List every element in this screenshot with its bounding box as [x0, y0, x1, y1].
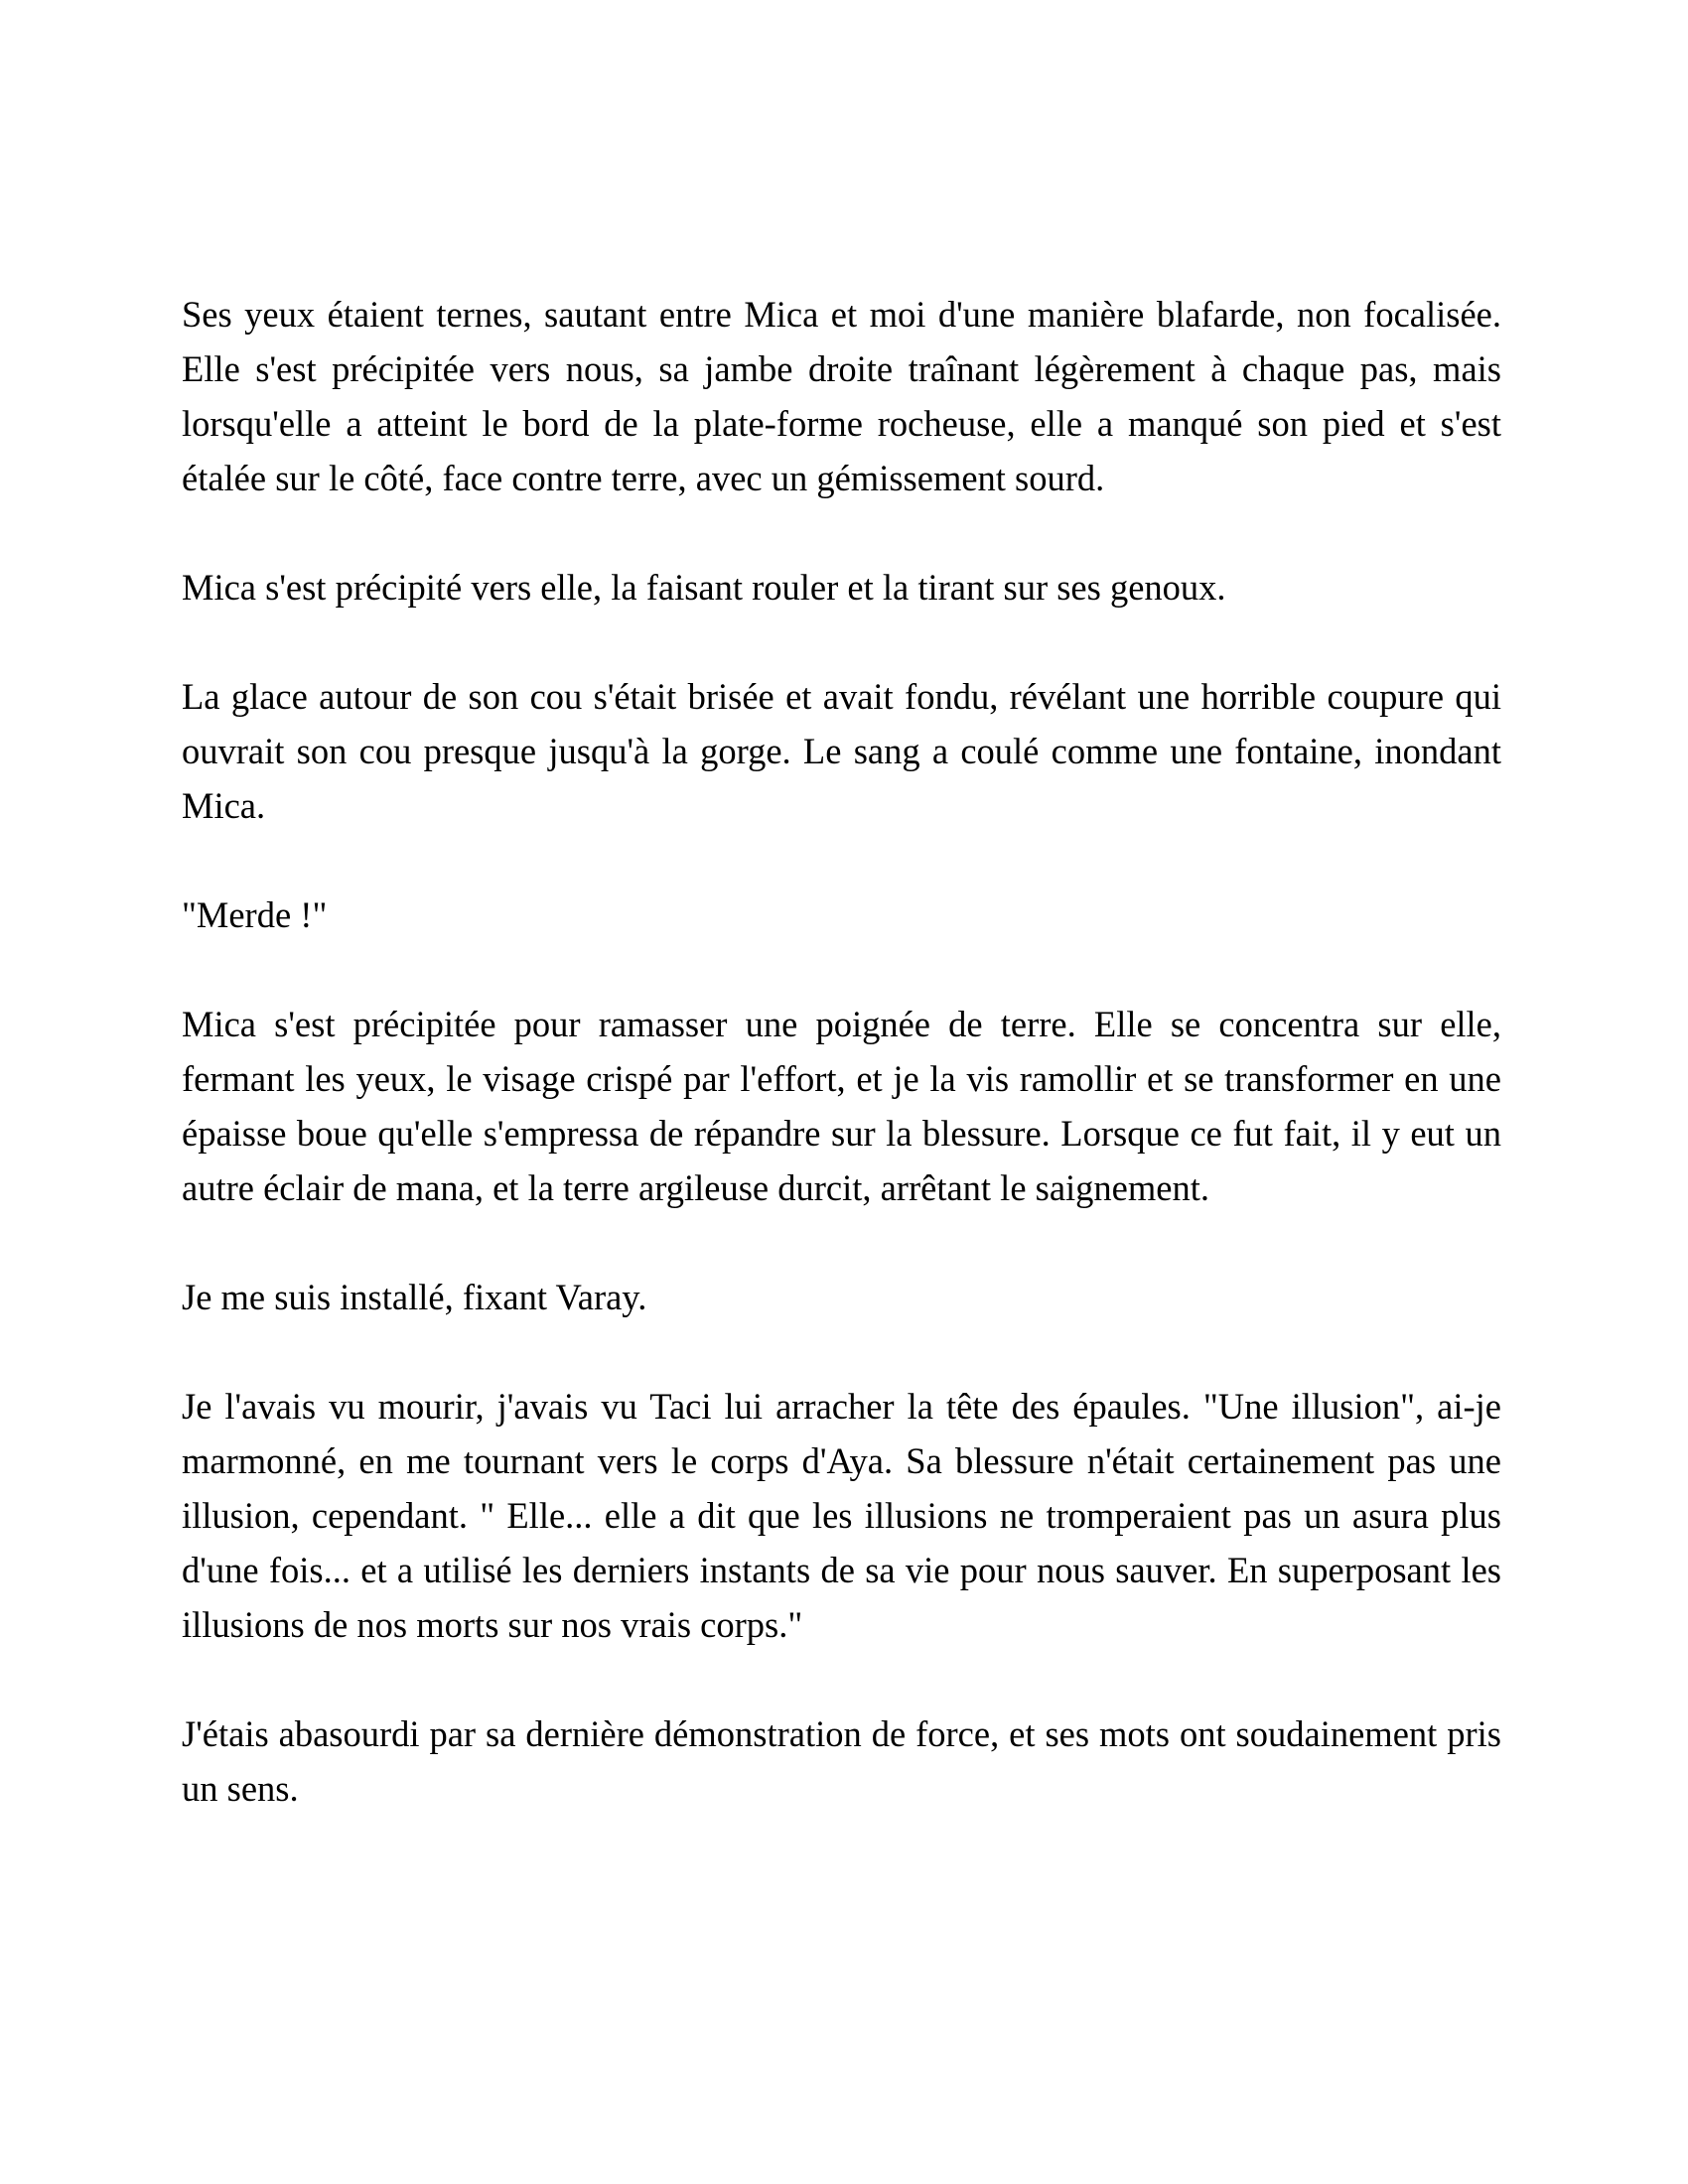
paragraph: "Merde !"	[182, 894, 328, 935]
document-page	[182, 287, 1501, 1870]
paragraph: Je l'avais vu mourir, j'avais vu Taci lui arracher la tête des épaules. "Une illusion", ai-je marmonné, en me tournant vers le corps d'Aya. Sa blessure n'était certainement pas une illusion, cependant. " Elle... elle a dit que les illusions ne tromperaient pas un asura plus d'une fois... et a utilisé les derniers instants de sa vie pour nous sauver. En superposant les illusions de nos morts sur nos vrais corps."	[182, 1386, 1501, 1645]
paragraph: J'étais abasourdi par sa dernière démonstration de force, et ses mots ont soudainement pris un sens.	[182, 1713, 1501, 1809]
paragraph: Mica s'est précipitée pour ramasser une poignée de terre. Elle se concentra sur elle, fermant les yeux, le visage crispé par l'effort, et je la vis ramollir et se transformer en une épaisse boue qu'elle s'empressa de répandre sur la blessure. Lorsque ce fut fait, il y eut un autre éclair de mana, et la terre argileuse durcit, arrêtant le saignement.	[182, 1004, 1501, 1208]
paragraph: Je me suis installé, fixant Varay.	[182, 1277, 647, 1317]
paragraph: Mica s'est précipité vers elle, la faisant rouler et la tirant sur ses genoux.	[182, 567, 1226, 608]
paragraph: La glace autour de son cou s'était brisée et avait fondu, révélant une horrible coupure qui ouvrait son cou presque jusqu'à la gorge. Le sang a coulé comme une fontaine, inondant Mica.	[182, 676, 1501, 826]
paragraph: Ses yeux étaient ternes, sautant entre Mica et moi d'une manière blafarde, non focalisée. Elle s'est précipitée vers nous, sa jambe droite traînant légèrement à chaque pas, mais lorsqu'elle a atteint le bord de la plate-forme rocheuse, elle a manqué son pied et s'est étalée sur le côté, face contre terre, avec un gémissement sourd.	[182, 294, 1501, 498]
